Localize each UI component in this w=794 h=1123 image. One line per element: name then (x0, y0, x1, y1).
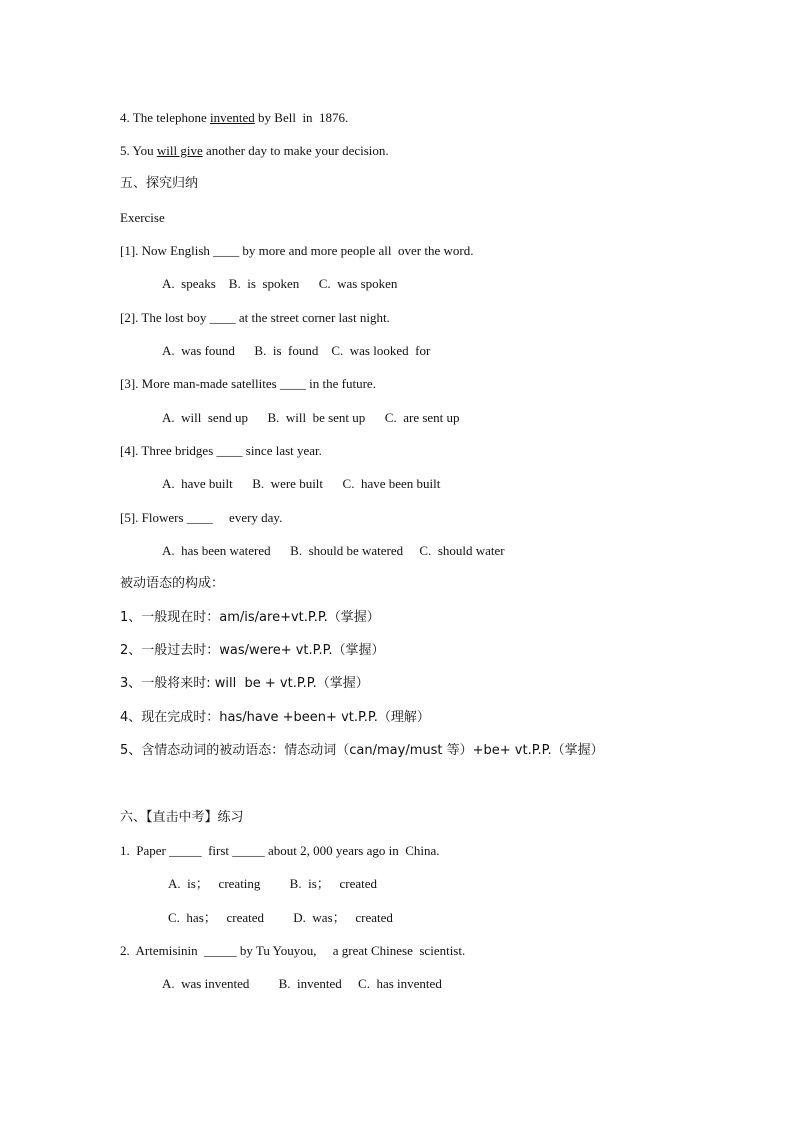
sentence-text: 5. You (120, 143, 157, 158)
sentence-text: another day to make your decision. (202, 143, 389, 158)
exam-options-1b: C. has； created D. was； created (168, 910, 393, 925)
rule-4: 4、现在完成时：has/have +been+ vt.P.P.（理解） (120, 710, 430, 725)
exam-question-2: 2. Artemisinin _____ by Tu Youyou, a great Chinese scientist. (120, 943, 466, 958)
exercise-label: Exercise (120, 210, 165, 225)
underlined-verb: invented (210, 110, 255, 125)
rule-3: 3、一般将来时: will be + vt.P.P.（掌握） (120, 676, 369, 691)
section-5-heading: 五、探究归纳 (120, 176, 199, 191)
exam-options-1a: A. is； creating B. is； created (168, 876, 378, 891)
exercise-options-5: A. has been watered B. should be watered C. should water (162, 543, 505, 558)
exercise-question-5: [5]. Flowers ____ every day. (120, 510, 283, 525)
exercise-question-4: [4]. Three bridges ____ since last year. (120, 443, 322, 458)
exercise-options-4: A. have built B. were built C. have been built (162, 476, 441, 491)
exam-question-1: 1. Paper _____ first _____ about 2, 000 years ago in China. (120, 843, 440, 858)
exercise-options-1: A. speaks B. is spoken C. was spoken (162, 276, 398, 291)
exam-options-2: A. was invented B. invented C. has invented (162, 976, 442, 991)
exercise-options-3: A. will send up B. will be sent up C. are sent up (162, 410, 460, 425)
sentence-text: 4. The telephone (120, 110, 211, 125)
sentence-4 (120, 110, 348, 126)
sentence-text: by Bell in 1876. (254, 110, 349, 125)
sentence-5 (120, 143, 389, 159)
exercise-question-3: [3]. More man-made satellites ____ in the future. (120, 376, 376, 391)
exercise-options-2: A. was found B. is found C. was looked for (162, 343, 431, 358)
rule-2: 2、一般过去时：was/were+ vt.P.P.（掌握） (120, 643, 385, 658)
summary-title: 被动语态的构成： (120, 576, 225, 591)
underlined-verb: will give (156, 143, 203, 158)
rule-5: 5、含情态动词的被动语态：情态动词（can/may/must 等）+be+ vt.P.P.（掌握） (120, 743, 604, 758)
section-6-heading: 六、【直击中考】练习 (120, 810, 244, 825)
exercise-question-2: [2]. The lost boy ____ at the street corner last night. (120, 310, 390, 325)
rule-1: 1、一般现在时：am/is/are+vt.P.P.（掌握） (120, 610, 380, 625)
exercise-question-1: [1]. Now English ____ by more and more people all over the word. (120, 243, 474, 258)
